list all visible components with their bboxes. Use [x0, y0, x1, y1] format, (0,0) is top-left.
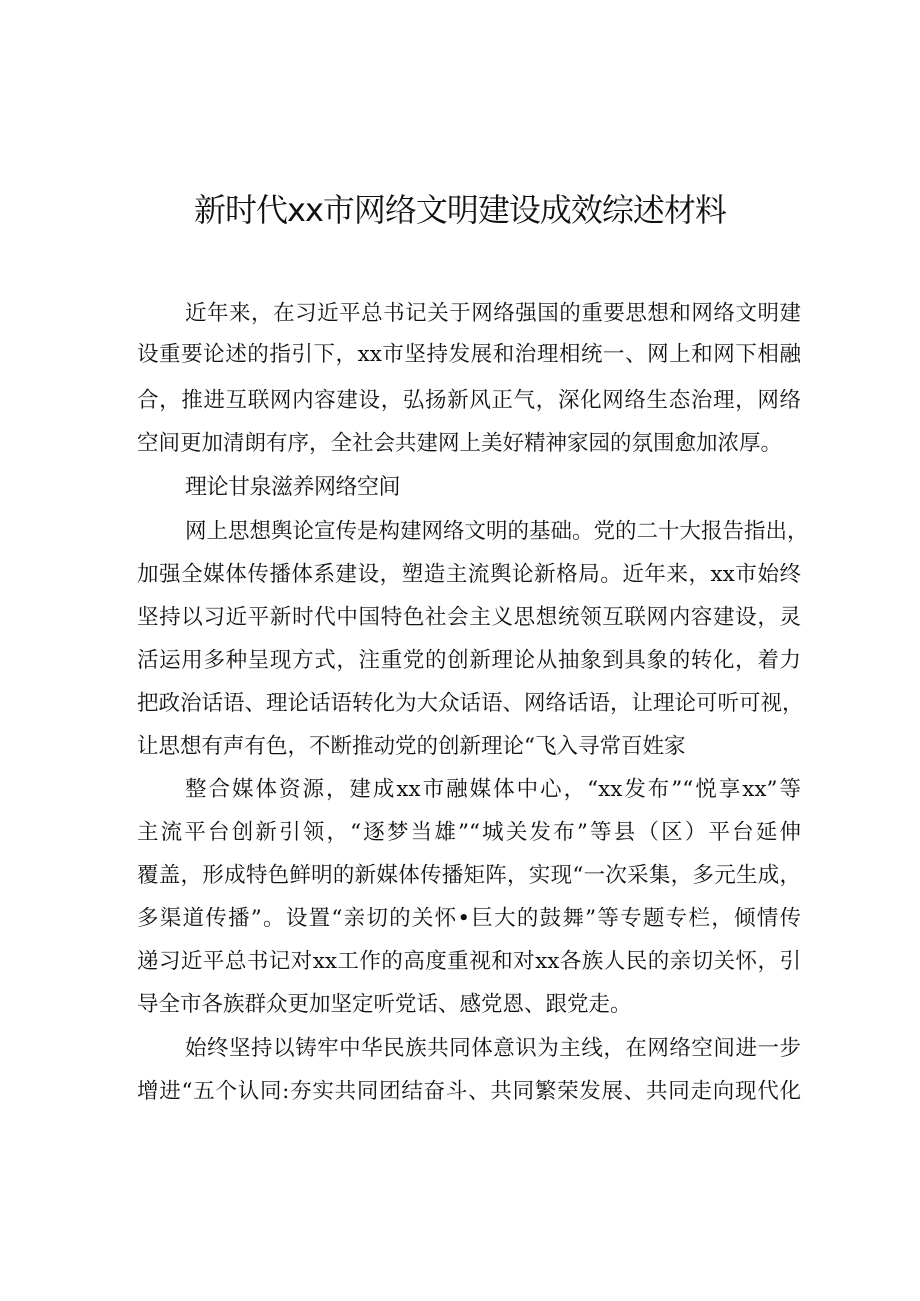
paragraph-line: 始终坚持以铸牢中华民族共同体意识为主线，在网络空间进一步 — [185, 1036, 801, 1061]
intro-line: 近年来，在习近平总书记关于网络强国的重要思想和网络文明建 — [185, 301, 801, 326]
intro-line: 设重要论述的指引下，xx市坚持发展和治理相统一、网上和网下相融 — [137, 342, 801, 367]
paragraph-line: 把政治话语、理论话语转化为大众话语、网络话语，让理论可听可视， — [137, 691, 804, 716]
paragraph-line: 让思想有声有色，不断推动党的创新理论“飞入寻常百姓家 — [137, 734, 686, 759]
document-title: 新时代xx市网络文明建设成效综述材料 — [194, 191, 726, 229]
paragraph-line: 坚持以习近平新时代中国特色社会主义思想统领互联网内容建设，灵 — [137, 605, 801, 630]
paragraph-line: 导全市各族群众更加坚定听党话、感党恩、跟党走。 — [137, 992, 632, 1017]
paragraph-line: 覆盖，形成特色鲜明的新媒体传播矩阵，实现“一次采集，多元生成， — [137, 863, 801, 888]
paragraph-line: 递习近平总书记对xx工作的高度重视和对xx各族人民的亲切关怀，引 — [137, 949, 801, 974]
paragraph-line: 整合媒体资源，建成xx市融媒体中心，“xx发布”“悦享xx”等 — [185, 777, 801, 802]
paragraph-line: 网上思想舆论宣传是构建网络文明的基础。党的二十大报告指出， — [185, 519, 809, 544]
section-heading: 理论甘泉滋养网络空间 — [185, 475, 401, 500]
paragraph-line: 主流平台创新引领，“逐梦当雄”“城关发布”等县（区）平台延伸 — [137, 820, 801, 845]
intro-line: 合，推进互联网内容建设，弘扬新风正气，深化网络生态治理，网络 — [137, 388, 801, 413]
intro-line: 空间更加清朗有序，全社会共建网上美好精神家园的氛围愈加浓厚。 — [137, 431, 783, 456]
paragraph-line: 多渠道传播”。设置“亲切的关怀•巨大的鼓舞”等专题专栏，倾情传 — [137, 906, 801, 931]
paragraph-line: 活运用多种呈现方式，注重党的创新理论从抽象到具象的转化，着力 — [137, 648, 801, 673]
paragraph-line: 加强全媒体传播体系建设，塑造主流舆论新格局。近年来，xx市始终 — [137, 562, 801, 587]
paragraph-line: 增进“五个认同:夯实共同团结奋斗、共同繁荣发展、共同走向现代化 — [137, 1079, 801, 1104]
